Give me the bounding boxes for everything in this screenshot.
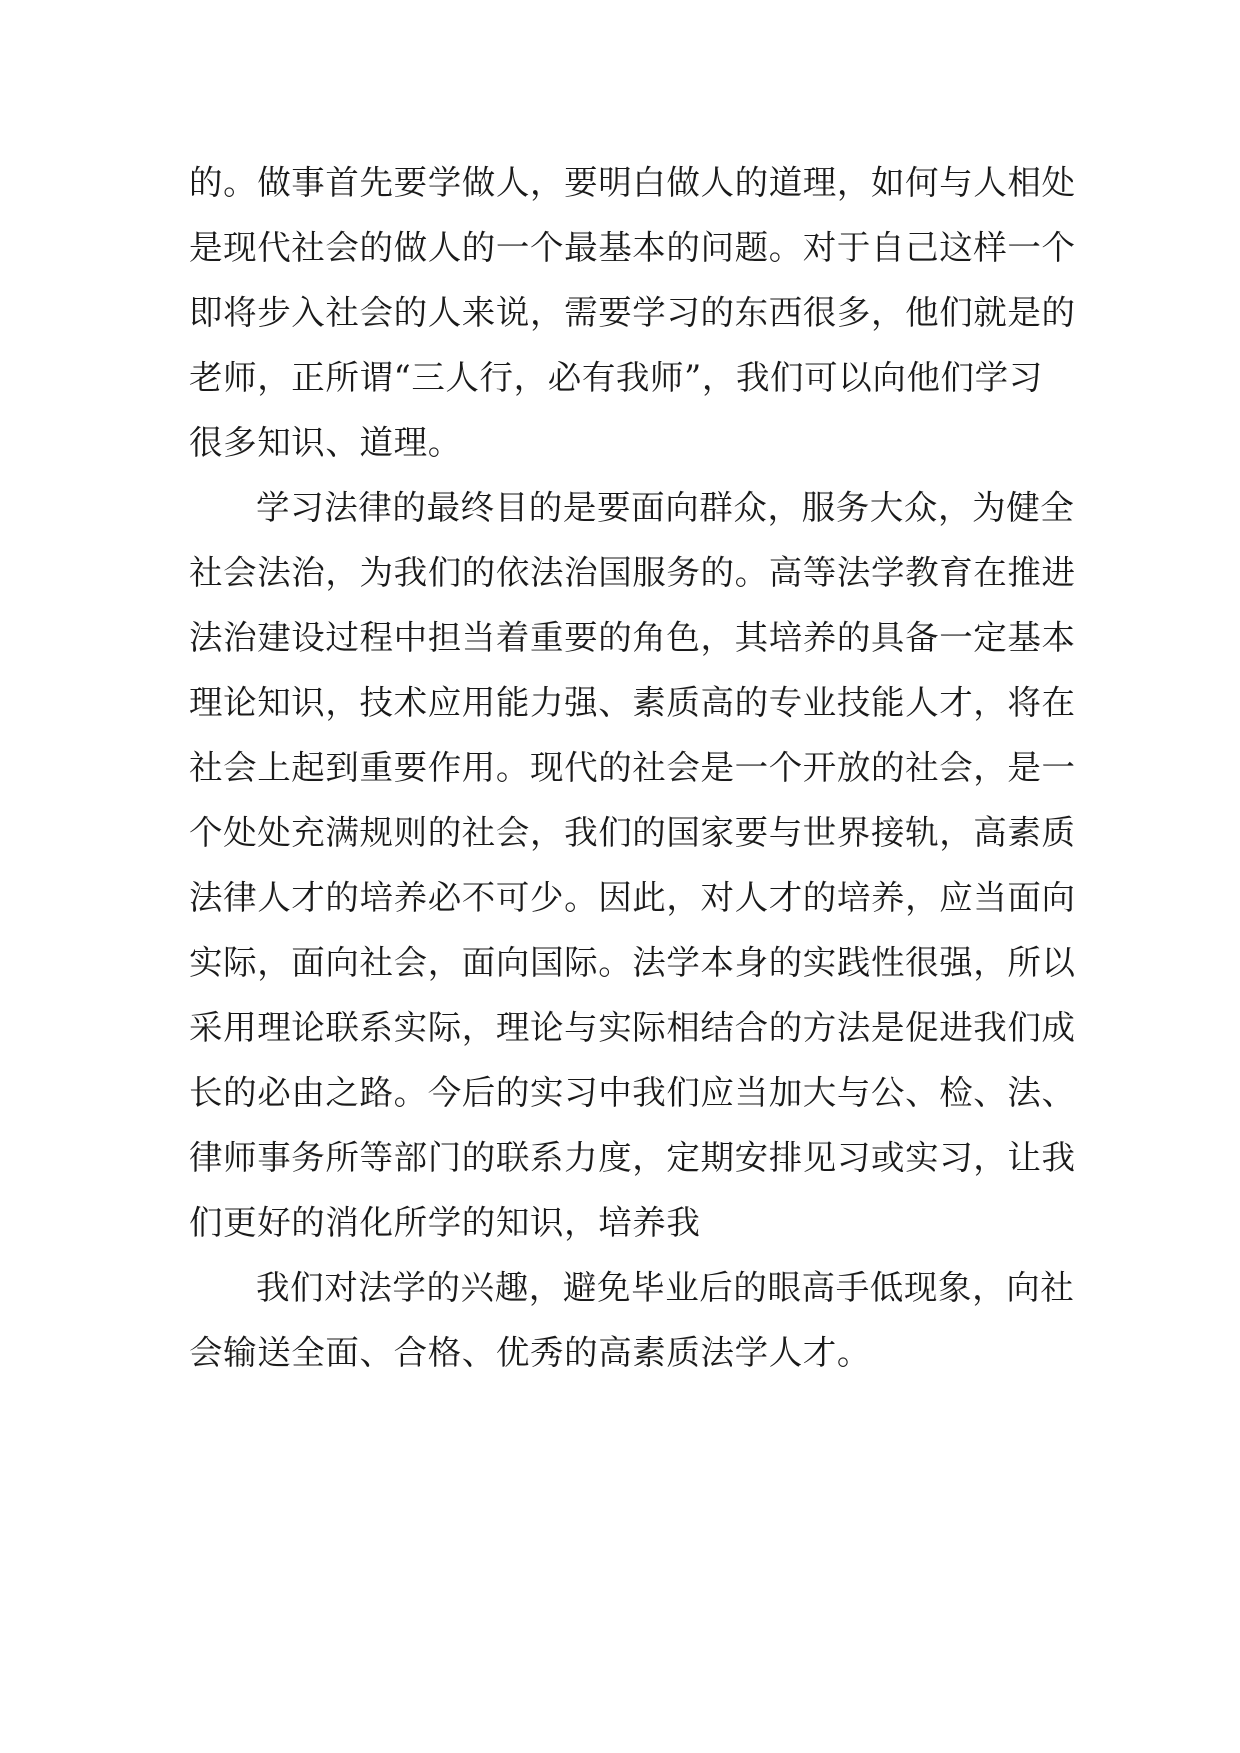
text-line: 的。做事首先要学做人，要明白做人的道理，如何与人相处 [189,163,1076,202]
text-line: 法治建设过程中担当着重要的角色，其培养的具备一定基本 [189,618,1076,657]
text-line: 即将步入社会的人来说，需要学习的东西很多，他们就是的 [189,293,1076,332]
text-line: 很多知识、道理。 [189,423,462,462]
paragraph-start-line: 我们对法学的兴趣，避免毕业后的眼高手低现象，向社 [256,1268,1075,1307]
text-line: 长的必由之路。今后的实习中我们应当加大与公、检、法、 [189,1073,1076,1112]
text-line: 会输送全面、合格、优秀的高素质法学人才。 [189,1333,871,1372]
text-line: 社会上起到重要作用。现代的社会是一个开放的社会，是一 [189,748,1076,787]
text-line: 律师事务所等部门的联系力度，定期安排见习或实习，让我 [189,1138,1076,1177]
text-line: 们更好的消化所学的知识，培养我 [189,1203,701,1242]
text-line: 采用理论联系实际，理论与实际相结合的方法是促进我们成 [189,1008,1076,1047]
body-text [189,150,1076,1385]
text-line: 实际，面向社会，面向国际。法学本身的实践性很强，所以 [189,943,1076,982]
text-line: 是现代社会的做人的一个最基本的问题。对于自己这样一个 [189,228,1076,267]
paragraph-start-line: 学习法律的最终目的是要面向群众，服务大众，为健全 [256,488,1075,527]
text-line: 理论知识，技术应用能力强、素质高的专业技能人才，将在 [189,683,1076,722]
text-line: 老师，正所谓“三人行，必有我师”，我们可以向他们学习 [189,358,1043,397]
text-line: 社会法治，为我们的依法治国服务的。高等法学教育在推进 [189,553,1076,592]
text-line: 个处处充满规则的社会，我们的国家要与世界接轨，高素质 [189,813,1076,852]
text-line: 法律人才的培养必不可少。因此，对人才的培养，应当面向 [189,878,1076,917]
